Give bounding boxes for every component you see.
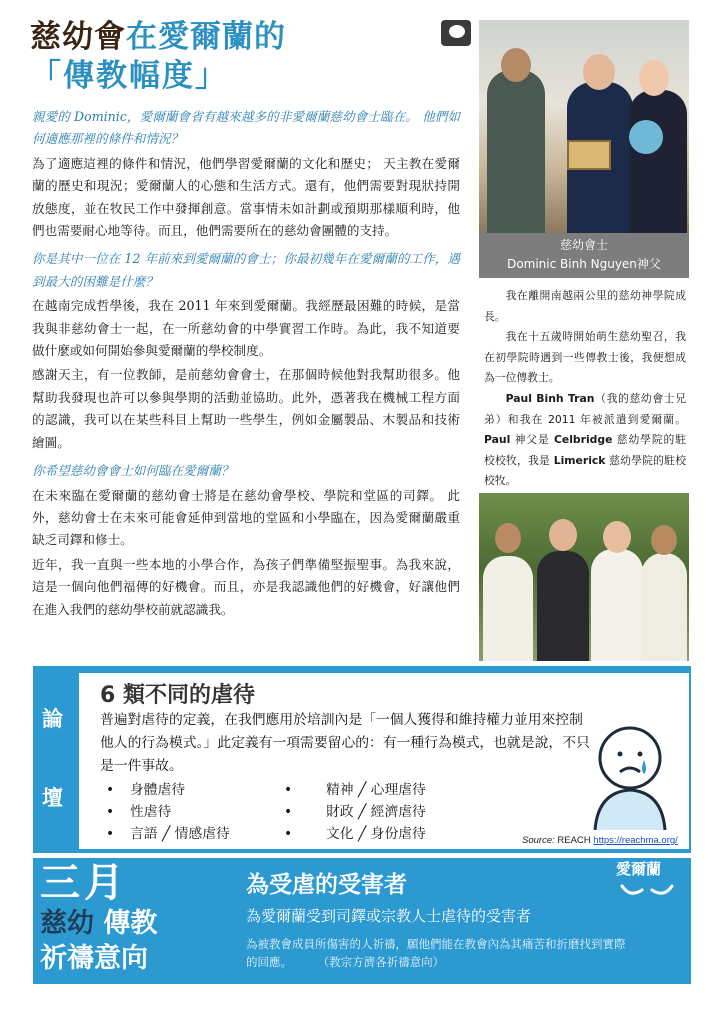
page-title [30,18,450,96]
bio-paragraph-2: 我在十五歲時開始萌生慈幼聖召，我在初學院時遇到一些傳教士後，我便想成為一位傳教士。 [484,330,686,385]
bio-paragraph-1: 我在離開南越兩公里的慈幼神學院成長。 [484,289,686,323]
intention-title: 為受虐的受害者 [246,872,407,898]
source-link[interactable]: https://reachma.org/ [593,835,678,846]
answer-3a: 在未來臨在愛爾蘭的慈幼會士將是在慈幼會學校、學院和堂區的司鐸。 此外，慈幼會士在未來可能會延伸到當地的堂區和小學臨在，因為愛爾蘭嚴重缺乏司鐸和修士。 [32,487,460,548]
list-item: • 精神 ╱ 心理虐待 [284,782,426,798]
caption-title: 慈幼會士 [559,238,608,252]
bio-paragraph-3: Paul Binh Tran（我的慈幼會士兄弟）和我在 2011 年被派遣到愛爾蘭。Paul 神父是 Celbridge 慈幼學院的駐校校牧，我是 Limerick 慈幼學院的駐校校牧。 [484,391,687,488]
answer-2a: 在越南完成哲學後，我在 2011 年來到愛爾蘭。我經歷最困難的時候，是當我與非慈幼會士一起，在一所慈幼會的中學實習工作時。為此，我不知道要做什麼或如何開始參與愛爾蘭的學校制度。 [32,298,460,359]
region-label: 愛爾蘭 [616,860,662,878]
answer-2b: 感謝天主，有一位教師，是前慈幼會會士，在那個時候他對我幫助很多。他幫助我發現也許可以參與學期的活動並協助。此外，憑著我在機械工程方面的認識，我可以在某些科目上幫助一些學生，例如金屬製品、木製品和技術繪圖。 [32,367,460,450]
forum-title: 6 類不同的虐待 [100,683,255,708]
hands-icon [620,882,674,898]
question-2: 你是其中一位在 12 年前來到愛爾蘭的會士；你最初幾年在愛爾蘭的工作，遇到最大的困難是什麼？ [32,251,460,289]
prayer-intention-heading: 三月 慈幼 傳教 祈禱意向 [40,860,158,974]
answer-1: 為了適應這裡的條件和情況，他們學習愛爾蘭的文化和歷史； 天主教在愛爾蘭的歷史和現況；愛爾蘭人的心態和生活方式。還有，他們需要對現狀持開放態度，並在牧民工作中發揮創意。當事情未如計劃或預期那樣順利時，他們也需要耐心地等待。而且，他們需要所在的慈幼會團體的支持。 [32,155,460,239]
title-line-2: 「傳教幅度」 [30,58,228,94]
list-item: • 財政 ╱ 經濟虐待 [284,804,426,820]
list-item: • 身體虐待 [106,782,186,798]
forum-definition: 普遍對虐待的定義，在我們應用於培訓內是「一個人獲得和維持權力並用來控制他人的行為模式。」此定義有一項需要留心的：有一種行為模式，也就是說，不只是一件事故。 [100,712,590,774]
source-credit: Source: REACH https://reachma.org/ [522,835,678,846]
intention-subtitle: 為愛爾蘭受到司鐸或宗教人士虐待的受害者 [246,907,532,925]
list-item: • 性虐待 [106,804,172,820]
caption-name: Dominic Binh Nguyen神父 [507,257,661,271]
photo-four-priests [479,493,689,661]
question-1: 親愛的 Dominic，愛爾蘭會省有越來越多的非愛爾蘭慈幼會士臨在。 他們如何適應那裡的條件和情況？ [32,109,460,147]
speech-bubble-icon [441,20,471,46]
forum-label-1: 論 [42,707,63,731]
photo-priest-with-students [479,20,689,233]
intention-prayer: 為被教會成員所傷害的人祈禱，願他們能在教會內為其痛苦和折磨找到實際的回應。 （教宗方濟各祈禱意向） [246,937,626,969]
answer-3b: 近年，我一直與一些本地的小學合作，為孩子們準備堅振聖事。為我來說，這是一個向他們福傳的好機會。而且，亦是我認識他們的好機會，好讓他們在進入我們的慈幼學校前就認識我。 [32,556,460,617]
bio-text [484,286,686,492]
month-label: 三月 [40,860,128,906]
sad-person-icon [580,720,680,830]
title-part-2: 在愛爾蘭的 [126,19,286,55]
interview-body [32,106,460,623]
list-item: • 文化 ╱ 身份虐待 [284,826,426,842]
question-3: 你希望慈幼會會士如何臨在愛爾蘭？ [32,463,234,479]
forum-label-2: 壇 [42,786,63,810]
title-line-1 [30,18,450,56]
intention-attribution: （教宗方濟各祈禱意向） [317,955,445,969]
list-item: • 言語 ╱ 情感虐待 [106,826,230,842]
photo-caption [479,233,689,278]
title-part-1: 慈幼會 [30,19,126,55]
